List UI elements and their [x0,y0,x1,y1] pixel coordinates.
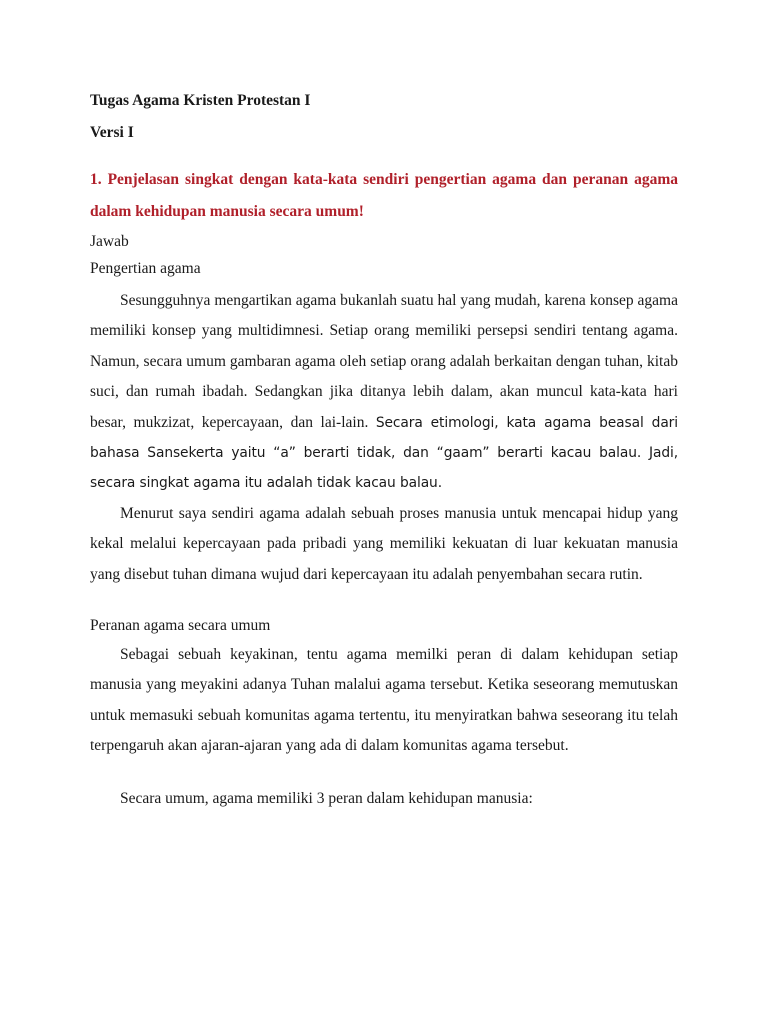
paragraph-spacer [90,762,678,784]
question-text: 1. Penjelasan singkat dengan kata-kata sendiri pengertian agama dan peranan agama dalam kehidupan manusia secara umum! [90,171,678,220]
answer-label: Jawab [90,233,129,250]
section-heading-peranan: Peranan agama secara umum [90,617,271,635]
paragraph-pengertian-2: Menurut saya sendiri agama adalah sebuah proses manusia untuk mencapai hidup yang kekal melalui kepercayaan pada pribadi yang memiliki kekuatan di luar kekuatan manusia yang disebut tuhan dimana wujud dari kepercayaan itu adalah penyembahan secara rutin. [90,504,678,583]
paragraph-pengertian-1-sans: Secara etimologi, kata agama beasal dari bahasa Sansekerta yaitu “a” berarti tidak, dan “gaam” berarti kacau balau. Jadi, secara singkat agama itu adalah tidak kacau balau. [90,414,678,492]
paragraph-peranan-1: Sebagai sebuah keyakinan, tentu agama memilki peran di dalam kehidupan setiap manusia yang meyakini adanya Tuhan malalui agama tersebut. Ketika seseorang memutuskan untuk memasuki sebuah komunitas agama tertentu, itu menyiratkan bahwa seseorang itu telah terpengaruh akan ajaran-ajaran yang ada di dalam komunitas agama tersebut. [90,646,678,755]
paragraph-pengertian-1-serif: Sesungguhnya mengartikan agama bukanlah suatu hal yang mudah, karena konsep agama memiliki konsep yang multidimnesi. Setiap orang memiliki persepsi sendiri tentang agama. Namun, secara umum gambaran agama oleh setiap orang adalah berkaitan dengan tuhan, kitab suci, dan rumah ibadah. Sedangkan jika ditanya lebih dalam, akan muncul kata-kata hari besar, mukzizat, kepercayaan, dan lai-lain. [90,292,678,431]
paragraph-peranan-2: Secara umum, agama memiliki 3 peran dalam kehidupan manusia: [120,789,533,807]
section-heading-pengertian: Pengertian agama [90,260,201,277]
document-title: Tugas Agama Kristen Protestan I [90,92,311,109]
paragraph-pengertian-1 [90,286,678,499]
document-version: Versi I [90,124,134,141]
